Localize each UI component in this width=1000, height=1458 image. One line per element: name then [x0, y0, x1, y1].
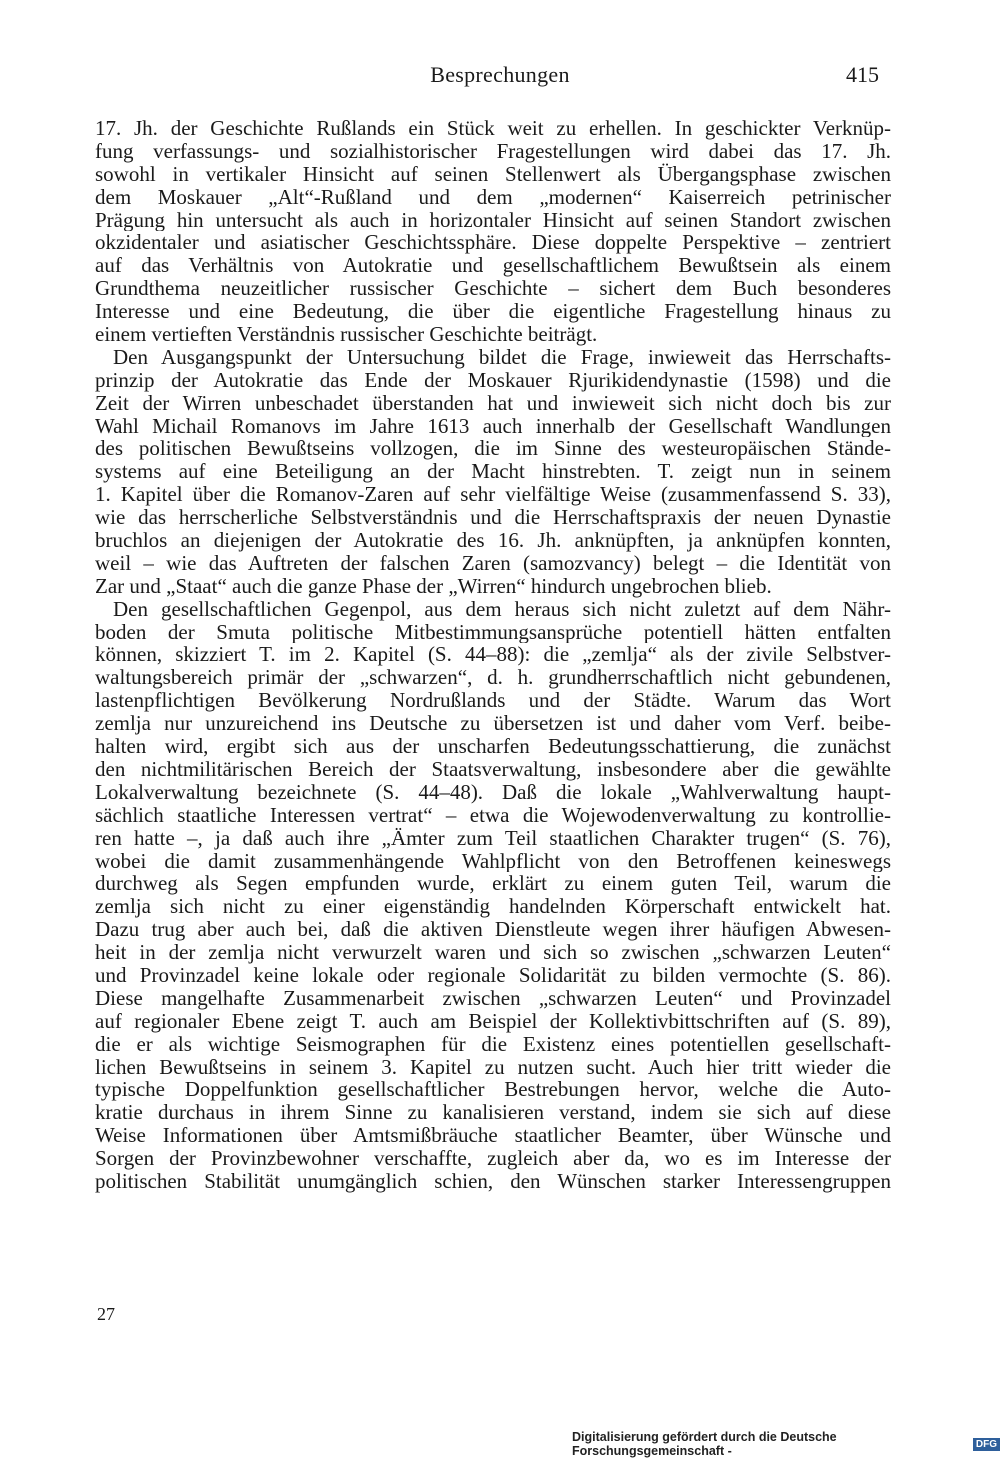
text-line: und Provinzadel keine lokale oder regionale Solidarität zu bilden vermochte (S. 86).: [95, 963, 891, 987]
text-line: Zeit der Wirren unbeschadet überstanden hat und inwieweit sich nicht doch bis zur: [95, 391, 891, 415]
text-line: wobei die damit zusammenhängende Wahlpflicht von den Betroffenen keineswegs: [95, 849, 891, 873]
footer-credit: [572, 1430, 1000, 1458]
text-line: Diese mangelhafte Zusammenarbeit zwischen „schwarzen Leuten“ und Provinzadel: [95, 986, 891, 1010]
text-line: Weise Informationen über Amtsmißbräuche staatlicher Beamter, über Wünsche und: [95, 1124, 891, 1148]
text-line: durchweg als Segen empfunden wurde, erklärt zu einem guten Teil, warum die: [95, 872, 891, 896]
text-line: Dazu trug aber auch bei, daß die aktiven Dienstleute wegen ihrer häufigen Abwesen-: [95, 918, 891, 942]
text-line: wie das herrscherliche Selbstverständnis und die Herrschaftspraxis der neuen Dynastie: [95, 506, 891, 530]
text-line: auf regionaler Ebene zeigt T. auch am Beispiel der Kollektivbittschriften auf (S. 89),: [95, 1009, 891, 1033]
text-line: Grundthema neuzeitlicher russischer Geschichte – sichert dem Buch besonderes: [95, 277, 891, 301]
text-line: zemlja sich nicht zu einer eigenständig handelnden Körperschaft entwickelt hat.: [95, 895, 891, 919]
dfg-logo: DFG: [973, 1438, 1000, 1451]
text-line: den nichtmilitärischen Bereich der Staatsverwaltung, insbesondere aber die gewählte: [95, 757, 891, 781]
text-line: einem vertieften Verständnis russischer Geschichte beiträgt.: [95, 322, 598, 347]
text-line: politischen Stabilität unumgänglich schien, den Wünschen starker Interessengruppen: [95, 1169, 891, 1193]
text-line: typische Doppelfunktion gesellschaftlicher Bestrebungen hervor, welche die Auto-: [95, 1078, 891, 1102]
footer-text: Digitalisierung gefördert durch die Deutsche Forschungsgemeinschaft -: [572, 1430, 837, 1458]
text-line: fung verfassungs- und sozialhistorischer Fragestellungen wird dabei das 17. Jh.: [95, 139, 891, 163]
text-line: Prägung hin untersucht als auch in horizontaler Hinsicht auf seinen Standort zwischen: [95, 208, 891, 232]
text-line: heit in der zemlja nicht verwurzelt waren und sich so zwischen „schwarzen Leuten“: [95, 941, 891, 964]
page-number: 415: [846, 62, 879, 87]
text-line: kratie durchaus in ihrem Sinne zu kanalisieren verstand, indem sie sich auf diese: [95, 1101, 891, 1125]
text-line: waltungsbereich primär der „schwarzen“, d. h. grundherrschaftlich nicht gebundenen,: [95, 666, 891, 690]
text-line: Den gesellschaftlichen Gegenpol, aus dem heraus sich nicht zuletzt auf dem Nähr-: [113, 597, 891, 621]
text-line: 17. Jh. der Geschichte Rußlands ein Stück weit zu erhellen. In geschickter Verknüp-: [95, 117, 891, 140]
text-line: boden der Smuta politische Mitbestimmungsansprüche potentiell hätten entfalten: [95, 620, 891, 644]
text-line: können, skizziert T. im 2. Kapitel (S. 44–88): die „zemlja“ als der zivile Selbstver-: [95, 643, 891, 667]
text-line: 1. Kapitel über die Romanov-Zaren auf sehr vielfältige Weise (zusammenfassend S. 33),: [95, 483, 891, 507]
text-line: systems auf eine Beteiligung an der Macht hinstrebten. T. zeigt nun in seinem: [95, 460, 891, 484]
text-line: auf das Verhältnis von Autokratie und gesellschaftlichem Bewußtsein als einem: [95, 254, 891, 278]
text-line: Interesse und eine Bedeutung, die über die eigentliche Fragestellung hinaus zu: [95, 300, 891, 324]
text-line: Wahl Michail Romanovs im Jahre 1613 auch innerhalb der Gesellschaft Wandlungen: [95, 414, 891, 438]
text-line: weil – wie das Auftreten der falschen Zaren (samozvancy) belegt – die Identität von: [95, 551, 891, 575]
text-line: lichen Bewußtseins in seinem 3. Kapitel zu nutzen sucht. Auch hier tritt wieder die: [95, 1055, 891, 1079]
page-header-title: Besprechungen: [430, 62, 570, 87]
text-line: halten wird, ergibt sich aus der unscharfen Bedeutungsschattierung, die zunächst: [95, 735, 891, 758]
text-line: sächlich staatliche Interessen vertrat“ – etwa die Wojewodenverwaltung zu kontrollie-: [95, 803, 891, 827]
text-line: Sorgen der Provinzbewohner verschaffte, zugleich aber da, wo es im Interesse der: [95, 1147, 891, 1170]
text-line: Den Ausgangspunkt der Untersuchung bildet die Frage, inwieweit das Herrschafts-: [113, 345, 891, 369]
text-line: die er als wichtige Seismographen für die Existenz eines potentiellen gesellschaft-: [95, 1032, 891, 1056]
text-line: Lokalverwaltung bezeichnete (S. 44–48). Daß die lokale „Wahlverwaltung haupt-: [95, 780, 891, 804]
text-line: Zar und „Staat“ auch die ganze Phase der „Wirren“ hindurch ungebrochen blieb.: [95, 573, 772, 598]
text-line: lastenpflichtigen Bevölkerung Nordrußlands und der Städte. Warum das Wort: [95, 689, 891, 713]
text-line: dem Moskauer „Alt“-Rußland und dem „modernen“ Kaiserreich petrinischer: [95, 185, 891, 209]
review-text: [95, 117, 891, 1193]
text-line: zemlja nur unzureichend ins Deutsche zu übersetzen ist und daher vom Verf. beibe-: [95, 712, 891, 736]
text-line: bruchlos an diejenigen der Autokratie des 16. Jh. anknüpften, ja anknüpfen konnten,: [95, 529, 891, 552]
text-line: ren hatte –, ja daß auch ihre „Ämter zum Teil staatlichen Charakter trugen“ (S. 76),: [95, 826, 891, 850]
signature-mark: 27: [97, 1304, 115, 1324]
text-line: sowohl in vertikaler Hinsicht auf seinen Stellenwert als Übergangsphase zwischen: [95, 162, 891, 186]
text-line: okzidentaler und asiatischer Geschichtssphäre. Diese doppelte Perspektive – zentriert: [95, 231, 891, 255]
text-line: des politischen Bewußtseins vollzogen, die im Sinne des westeuropäischen Stände-: [95, 437, 891, 461]
text-line: prinzip der Autokratie das Ende der Moskauer Rjurikidendynastie (1598) und die: [95, 368, 891, 392]
